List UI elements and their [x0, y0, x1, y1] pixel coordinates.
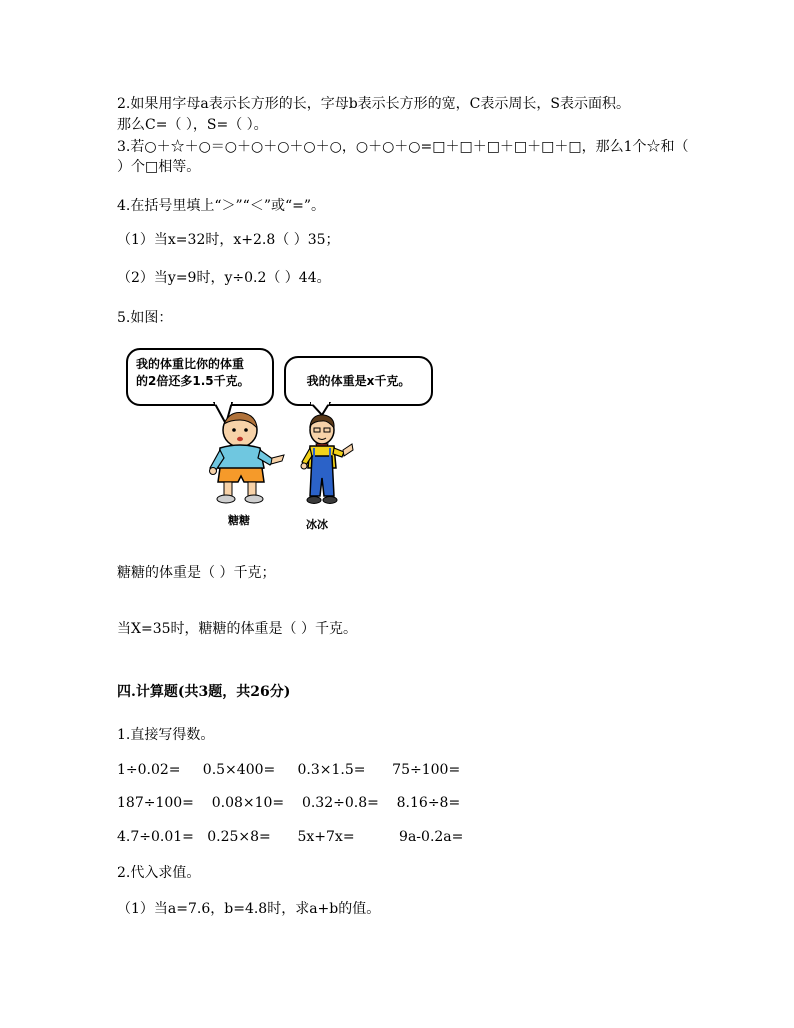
question-3-line-1: 3.若○＋☆＋○＝○＋○＋○＋○＋○，○＋○＋○=□＋□＋□＋□＋□＋□，那么1个☆和（: [117, 139, 689, 155]
name-label-tangtang: 糖糖: [228, 514, 250, 527]
speech-bubble-left-line-2: 的2倍还多1.5千克。: [136, 374, 250, 388]
weight-illustration: [122, 344, 437, 534]
calc-2-title: 2.代入求值。: [117, 865, 201, 881]
calc-2-item-1: （1）当a=7.6，b=4.8时，求a+b的值。: [117, 901, 381, 917]
speech-bubble-left-line-1: 我的体重比你的体重: [136, 357, 245, 371]
question-2-line-1: 2.如果用字母a表示长方形的长，字母b表示长方形的宽，C表示周长，S表示面积。: [117, 96, 630, 112]
question-5-title: 5.如图：: [117, 310, 173, 326]
boy-tangtang-figure: [200, 408, 290, 508]
question-4-item-2: （2）当y=9时，y÷0.2（ ）44。: [117, 270, 331, 286]
calc-1-row-2: 187÷100= 0.08×10= 0.32÷0.8= 8.16÷8=: [117, 795, 461, 811]
question-5-answer-1: 糖糖的体重是（ ）千克；: [117, 565, 276, 581]
boy-bingbing-figure: [298, 412, 358, 518]
speech-bubble-left: [126, 348, 274, 406]
section-4-heading: 四.计算题(共3题，共26分): [117, 684, 291, 700]
speech-bubble-right: [284, 356, 433, 406]
name-label-bingbing: 冰冰: [306, 518, 328, 531]
question-3-line-2: ）个□相等。: [117, 159, 201, 175]
calc-1-row-1: 1÷0.02= 0.5×400= 0.3×1.5= 75÷100=: [117, 762, 461, 778]
calc-1-title: 1.直接写得数。: [117, 727, 215, 743]
question-5-answer-2: 当X=35时，糖糖的体重是（ ）千克。: [117, 621, 357, 637]
question-4-item-1: （1）当x=32时，x+2.8（ ）35；: [117, 232, 340, 248]
question-2-line-2: 那么C=（ ），S=（ ）。: [117, 117, 268, 133]
question-4-title: 4.在括号里填上“＞”“＜”或“=”。: [117, 198, 326, 214]
speech-bubble-right-text: 我的体重是x千克。: [306, 373, 411, 388]
calc-1-row-3: 4.7÷0.01= 0.25×8= 5x+7x= 9a-0.2a=: [117, 829, 464, 845]
